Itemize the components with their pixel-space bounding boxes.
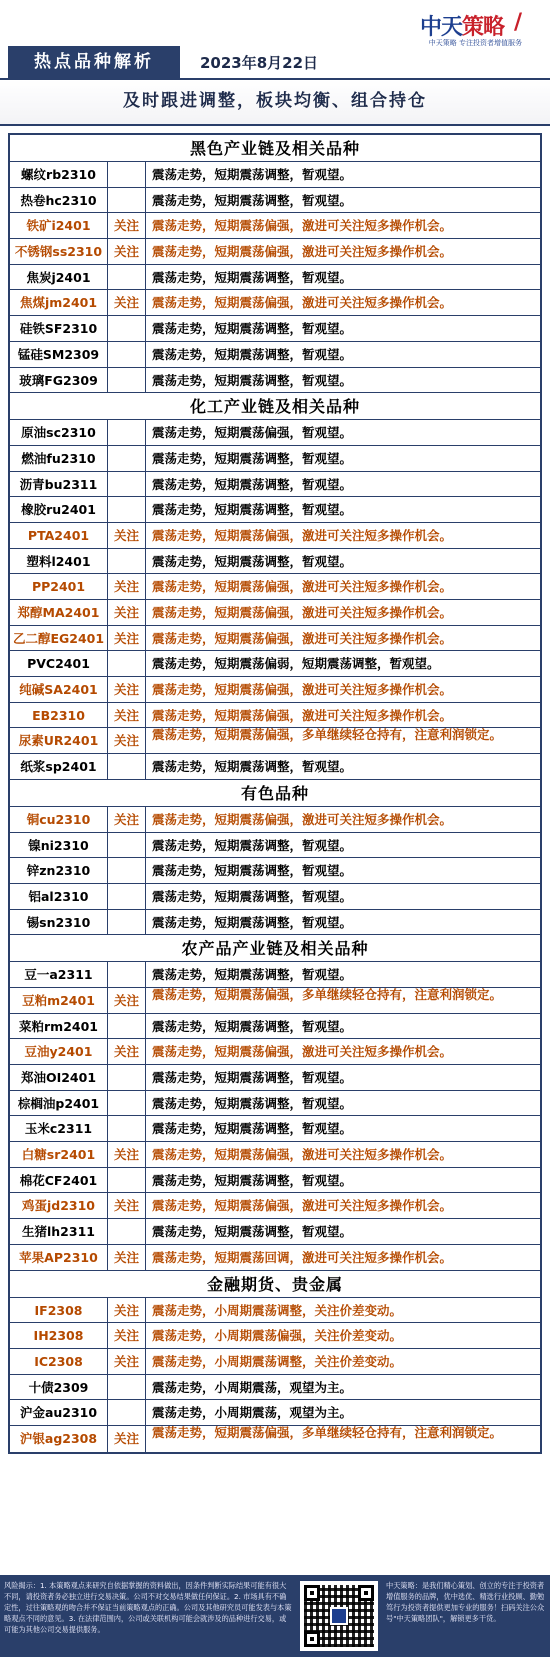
section-title: 化工产业链及相关品种 [10,393,540,420]
focus-tag: 关注 [108,1142,146,1167]
analysis-text: 震荡走势，短期震荡调整，暂观望。 [152,1018,353,1034]
focus-tag [108,420,146,445]
table-row [10,807,540,833]
contract-name: IH2308 [10,1323,108,1348]
focus-tag [108,1400,146,1425]
table-row [10,342,540,368]
section-title: 有色品种 [10,780,540,807]
contract-name: 郑油OI2401 [10,1065,108,1090]
table-row [10,316,540,342]
contract-name: 热卷hc2310 [10,188,108,213]
focus-tag: 关注 [108,728,146,753]
analysis-text: 震荡走势，短期震荡偏弱，短期震荡调整，暂观望。 [152,656,440,672]
contract-name: 生猪lh2311 [10,1219,108,1244]
contract-name: 橡胶ru2401 [10,497,108,522]
focus-tag [108,1091,146,1116]
logo-title [420,10,504,41]
table-row [10,1245,540,1271]
table-row [10,833,540,859]
focus-tag [108,265,146,290]
focus-tag: 关注 [108,600,146,625]
table-row [10,677,540,703]
analysis-text: 震荡走势，短期震荡偏强，激进可关注短多操作机会。 [152,1147,453,1163]
logo-text-1: 中天 [419,15,462,40]
analysis-text: 震荡走势，短期震荡调整，暂观望。 [152,759,353,775]
contract-name: 铁矿i2401 [10,213,108,238]
analysis-text: 震荡走势，短期震荡偏强，激进可关注短多操作机会。 [152,295,453,311]
analysis-text: 震荡走势，短期震荡调整，暂观望。 [152,192,353,208]
focus-tag [108,342,146,367]
contract-name: 沪银ag2308 [10,1426,108,1452]
contract-name: 尿素UR2401 [10,728,108,753]
analysis-text: 震荡走势，短期震荡偏强，激进可关注短多操作机会。 [152,244,453,260]
table-row [10,703,540,729]
table-row [10,858,540,884]
table-row [10,1298,540,1324]
analysis-text: 震荡走势，短期震荡调整，暂观望。 [152,167,353,182]
contract-name: 焦煤jm2401 [10,290,108,315]
analysis-text: 震荡走势，短期震荡偏强，激进可关注短多操作机会。 [152,605,453,620]
focus-tag [108,1219,146,1244]
contract-name: 燃油fu2310 [10,446,108,471]
analysis-text: 震荡走势，短期震荡调整，暂观望。 [152,1121,353,1137]
table-row [10,910,540,936]
contract-name: 铝al2310 [10,884,108,909]
table-row [10,188,540,214]
contract-name: 豆粕m2401 [10,988,108,1013]
table-row [10,446,540,472]
qr-code-icon [300,1581,378,1651]
focus-tag [108,1168,146,1193]
focus-tag: 关注 [108,677,146,702]
table-row [10,472,540,498]
table-row [10,1168,540,1194]
focus-tag [108,962,146,987]
table-row [10,574,540,600]
focus-tag: 关注 [108,523,146,548]
contract-name: 沪金au2310 [10,1400,108,1425]
contract-name: 锰硅SM2309 [10,342,108,367]
analysis-text: 震荡走势，短期震荡偏强，激进可关注短多操作机会。 [152,1044,453,1060]
analysis-text: 震荡走势，短期震荡偏强，激进可关注短多操作机会。 [152,527,453,543]
contract-name: 玉米c2311 [10,1116,108,1141]
contract-name: 镍ni2310 [10,833,108,858]
analysis-text: 震荡走势，小周期震荡偏强，关注价差变动。 [152,1328,403,1344]
contract-name: 玻璃FG2309 [10,368,108,393]
contract-name: 焦炭j2401 [10,265,108,290]
analysis-text: 震荡走势，短期震荡偏强，多单继续轻仓持有，注意利润锁定。 [152,1425,503,1440]
focus-tag: 关注 [108,807,146,832]
table-row [10,549,540,575]
focus-tag [108,162,146,187]
table-row [10,523,540,549]
table-row [10,290,540,316]
contract-name: 沥青bu2311 [10,472,108,497]
focus-tag [108,1375,146,1400]
analysis-text: 震荡走势，短期震荡回调，激进可关注短多操作机会。 [152,1249,453,1265]
analysis-text: 震荡走势，短期震荡调整，暂观望。 [152,346,353,362]
analysis-text: 震荡走势，短期震荡偏强，激进可关注短多操作机会。 [152,218,453,234]
focus-tag: 关注 [108,1426,146,1452]
analysis-text: 震荡走势，短期震荡调整，暂观望。 [152,1070,353,1085]
focus-tag: 关注 [108,988,146,1013]
contract-name: 原油sc2310 [10,420,108,445]
section-title: 金融期货、贵金属 [10,1271,540,1298]
table-row [10,420,540,446]
contract-name: EB2310 [10,703,108,728]
focus-tag [108,316,146,341]
table-row [10,626,540,652]
focus-tag [108,1116,146,1141]
focus-tag [108,446,146,471]
table-row [10,1039,540,1065]
table-row [10,1091,540,1117]
contract-name: 不锈钢ss2310 [10,239,108,264]
subtitle: 及时跟进调整，板块均衡、组合持仓 [0,80,550,126]
analysis-text: 震荡走势，短期震荡偏强，激进可关注短多操作机会。 [152,682,453,698]
table-row [10,754,540,780]
focus-tag [108,858,146,883]
table-row [10,1065,540,1091]
contract-name: 鸡蛋jd2310 [10,1193,108,1218]
section-title: 黑色产业链及相关品种 [10,135,540,162]
table-row [10,651,540,677]
table-row [10,1193,540,1219]
contract-name: 乙二醇EG2401 [10,626,108,651]
focus-tag: 关注 [108,574,146,599]
focus-tag: 关注 [108,1349,146,1374]
table-row [10,600,540,626]
divider [0,78,550,80]
qr-finder [304,1631,320,1647]
focus-tag [108,472,146,497]
contract-name: 菜粕rm2401 [10,1014,108,1039]
contract-name: IF2308 [10,1298,108,1323]
analysis-text: 震荡走势，短期震荡调整，暂观望。 [152,837,353,853]
report-date: 2023年8月22日 [200,54,319,72]
focus-tag [108,188,146,213]
focus-tag [108,549,146,574]
qr-pattern [304,1585,374,1647]
table-row [10,1375,540,1401]
analysis-text: 震荡走势，短期震荡调整，暂观望。 [152,914,353,930]
analysis-text: 震荡走势，短期震荡调整，暂观望。 [152,476,353,492]
contract-name: PTA2401 [10,523,108,548]
table-row [10,988,540,1014]
analysis-text: 震荡走势，短期震荡调整，暂观望。 [152,967,353,983]
contract-name: 纸浆sp2401 [10,754,108,779]
contract-name: PP2401 [10,574,108,599]
analysis-text: 震荡走势，小周期震荡调整，关注价差变动。 [152,1302,403,1318]
page-title: 热点品种解析 [8,46,180,78]
contract-name: 棕榈油p2401 [10,1091,108,1116]
footer [0,1575,550,1657]
analysis-text: 震荡走势，短期震荡调整，暂观望。 [152,888,353,904]
logo-slash-icon: / [513,10,522,35]
contract-name: 纯碱SA2401 [10,677,108,702]
analysis-text: 震荡走势，短期震荡调整，暂观望。 [152,321,353,337]
contract-name: 硅铁SF2310 [10,316,108,341]
contract-name: IC2308 [10,1349,108,1374]
analysis-text: 震荡走势，短期震荡偏强，多单继续轻仓持有，注意利润锁定。 [152,987,503,1002]
table-row [10,239,540,265]
table-row [10,1323,540,1349]
table-row [10,884,540,910]
table-row [10,368,540,394]
analysis-text: 震荡走势，短期震荡调整，暂观望。 [152,502,353,518]
contract-name: 十债2309 [10,1375,108,1400]
analysis-text: 震荡走势，短期震荡调整，暂观望。 [152,372,353,388]
qr-finder [304,1585,320,1601]
table-row [10,265,540,291]
contract-name: 豆一a2311 [10,962,108,987]
analysis-text: 震荡走势，短期震荡调整，暂观望。 [152,1224,353,1240]
focus-tag: 关注 [108,1193,146,1218]
table-row [10,1349,540,1375]
promo-text: 中天策略：是我们精心策划、创立的专注于投资者增值服务的品牌，优中选优、精选行业投顾、勤勉笃行为投资者提供更加专业的服务！扫码关注公众号"中天策略团队"，解锁更多干货。 [386,1581,545,1623]
contract-name: 豆油y2401 [10,1039,108,1064]
contract-name: 白糖sr2401 [10,1142,108,1167]
qr-finder [358,1585,374,1601]
logo-subtitle: 中天策略 专注投资者增值服务 [428,39,522,47]
focus-tag: 关注 [108,1298,146,1323]
analysis-table [8,133,542,1454]
table-row [10,1426,540,1452]
analysis-text: 震荡走势，短期震荡偏强，暂观望。 [152,425,353,441]
analysis-text: 震荡走势，小周期震荡调整，关注价差变动。 [152,1353,403,1369]
analysis-text: 震荡走势，短期震荡调整，暂观望。 [152,863,353,879]
analysis-text: 震荡走势，小周期震荡，观望为主。 [152,1379,353,1395]
focus-tag [108,910,146,935]
analysis-text: 震荡走势，短期震荡偏强，激进可关注短多操作机会。 [152,811,453,827]
focus-tag [108,368,146,393]
focus-tag: 关注 [108,239,146,264]
header [0,0,550,78]
contract-name: 螺纹rb2310 [10,162,108,187]
analysis-text: 震荡走势，短期震荡偏强，激进可关注短多操作机会。 [152,579,453,595]
analysis-text: 震荡走势，短期震荡调整，暂观望。 [152,269,353,285]
contract-name: PVC2401 [10,651,108,676]
contract-name: 锌zn2310 [10,858,108,883]
contract-name: 苹果AP2310 [10,1245,108,1270]
focus-tag: 关注 [108,703,146,728]
analysis-text: 震荡走势，小周期震荡，观望为主。 [152,1405,353,1421]
table-row [10,213,540,239]
focus-tag [108,884,146,909]
analysis-text: 震荡走势，短期震荡调整，暂观望。 [152,553,353,569]
contract-name: 锡sn2310 [10,910,108,935]
table-row [10,497,540,523]
analysis-text: 震荡走势，短期震荡偏强，激进可关注短多操作机会。 [152,630,453,646]
table-row [10,1400,540,1426]
table-row [10,1116,540,1142]
logo-text-2: 策略 [461,15,504,40]
focus-tag [108,651,146,676]
contract-name: 铜cu2310 [10,807,108,832]
focus-tag [108,1065,146,1090]
focus-tag [108,1014,146,1039]
focus-tag [108,833,146,858]
logo [392,8,542,48]
analysis-text: 震荡走势，短期震荡调整，暂观望。 [152,450,353,466]
analysis-text: 震荡走势，短期震荡偏强，多单继续轻仓持有，注意利润锁定。 [152,728,503,743]
analysis-text: 震荡走势，短期震荡调整，暂观望。 [152,1172,353,1188]
focus-tag: 关注 [108,213,146,238]
risk-disclosure: 风险揭示：1. 本策略观点来研究自依据掌握的资料做出，因条件判断实际结果可能有很大不同，请投资者务必独立进行交易决策。公司不对交易结果做任何保证。2. 市场具有不确定性，过往策略观的吻合并不保证当前策略观点的正确。公司及其他研究员可能发表与本策略观点不同的意见。3. 在法律范围内，公司或关联机构可能会就涉及的品种进行交易，或可能为其他公司交易提供服务。 [4,1581,292,1634]
section-title: 农产品产业链及相关品种 [10,935,540,962]
analysis-text: 震荡走势，短期震荡调整，暂观望。 [152,1095,353,1111]
focus-tag: 关注 [108,1323,146,1348]
contract-name: 塑料l2401 [10,549,108,574]
contract-name: 郑醇MA2401 [10,600,108,625]
focus-tag: 关注 [108,1245,146,1270]
qr-logo [330,1607,348,1625]
table-row [10,962,540,988]
analysis-text: 震荡走势，短期震荡偏强，激进可关注短多操作机会。 [152,707,453,723]
table-row [10,162,540,188]
table-row [10,1142,540,1168]
table-row [10,1219,540,1245]
focus-tag: 关注 [108,1039,146,1064]
analysis-text: 震荡走势，短期震荡偏强，激进可关注短多操作机会。 [152,1198,453,1214]
table-row [10,1014,540,1040]
focus-tag [108,497,146,522]
focus-tag: 关注 [108,290,146,315]
focus-tag [108,754,146,779]
table-row [10,728,540,754]
contract-name: 棉花CF2401 [10,1168,108,1193]
focus-tag: 关注 [108,626,146,651]
